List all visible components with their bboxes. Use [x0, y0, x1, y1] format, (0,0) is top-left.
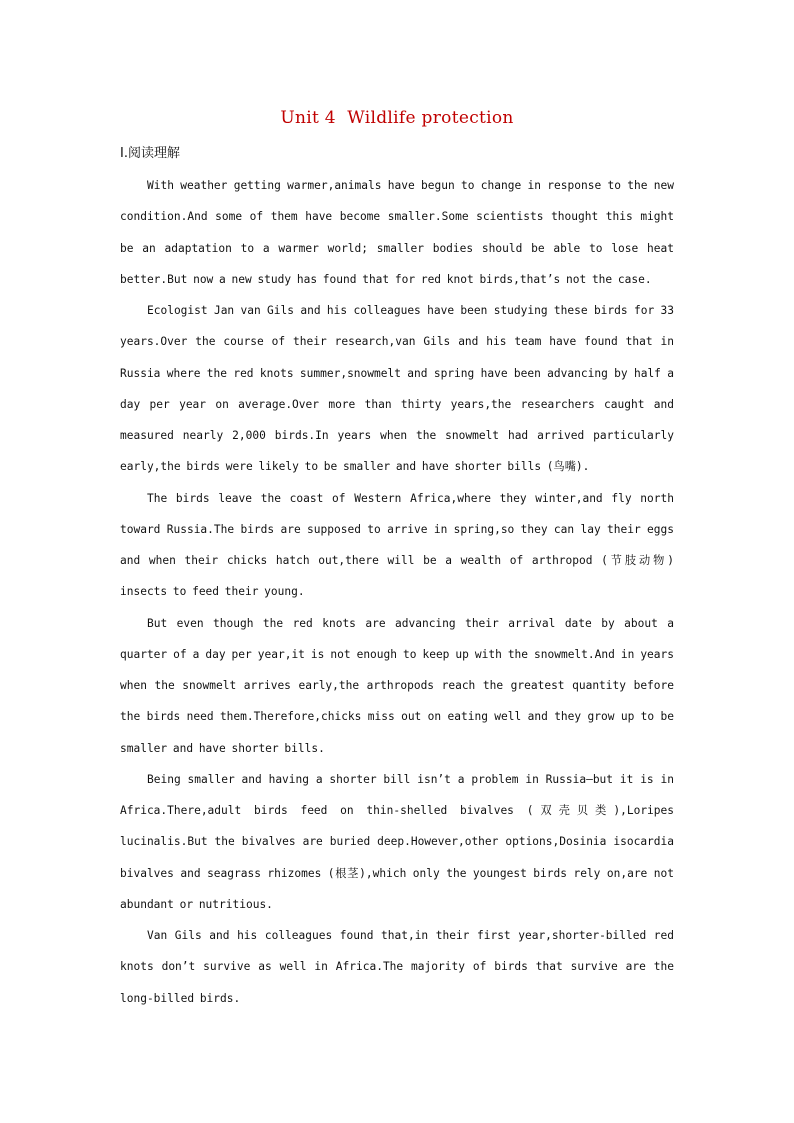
- paragraph-2: Ecologist Jan van Gils and his colleagues have been studying these birds for 33 years.Over the course of their research,van Gils and his team have found that in Russia where the red knots summer,snowmelt and spring have been advancing by half a day per year on average.Over more than thirty years,the researchers caught and measured nearly 2,000 birds.In years when the snowmelt had arrived particularly early,the birds were likely to be smaller and have shorter bills (鸟嘴).: [120, 304, 674, 474]
- section-heading-reading: Ⅰ.阅读理解: [120, 146, 180, 161]
- paragraph-5: Being smaller and having a shorter bill isn’t a problem in Russia—but it is in Africa.There,adult birds feed on thin-shelled bivalves (双壳贝类),Loripes lucinalis.But the bivalves are buried deep.However,other options,Dosinia isocardia bivalves and seagrass rhizomes (根茎),which only the youngest birds rely on,are not abundant or nutritious.: [120, 772, 674, 911]
- paragraph-1: With weather getting warmer,animals have begun to change in response to the new condition.And some of them have become smaller.Some scientists thought this might be an adaptation to a warmer world; smaller bodies should be able to lose heat better.But now a new study has found that for red knot birds,that’s not the case.: [120, 179, 674, 286]
- unit-title: Unit 4 Wildlife protection: [280, 108, 514, 128]
- paragraph-6: Van Gils and his colleagues found that,in their first year,shorter-billed red knots don’t survive as well in Africa.The majority of birds that survive are the long-billed birds.: [120, 929, 674, 1005]
- paragraph-3: The birds leave the coast of Western Africa,where they winter,and fly north toward Russia.The birds are supposed to arrive in spring,so they can lay their eggs and when their chicks hatch out,there will be a wealth of arthropod (节肢动物) insects to feed their young.: [120, 491, 674, 599]
- paragraph-4: But even though the red knots are advancing their arrival date by about a quarter of a day per year,it is not enough to keep up with the snowmelt.And in years when the snowmelt arrives early,the arthropods reach the greatest quantity before the birds need them.Therefore,chicks miss out on eating well and they grow up to be smaller and have shorter bills.: [120, 616, 674, 755]
- reading-passage: [120, 170, 674, 1014]
